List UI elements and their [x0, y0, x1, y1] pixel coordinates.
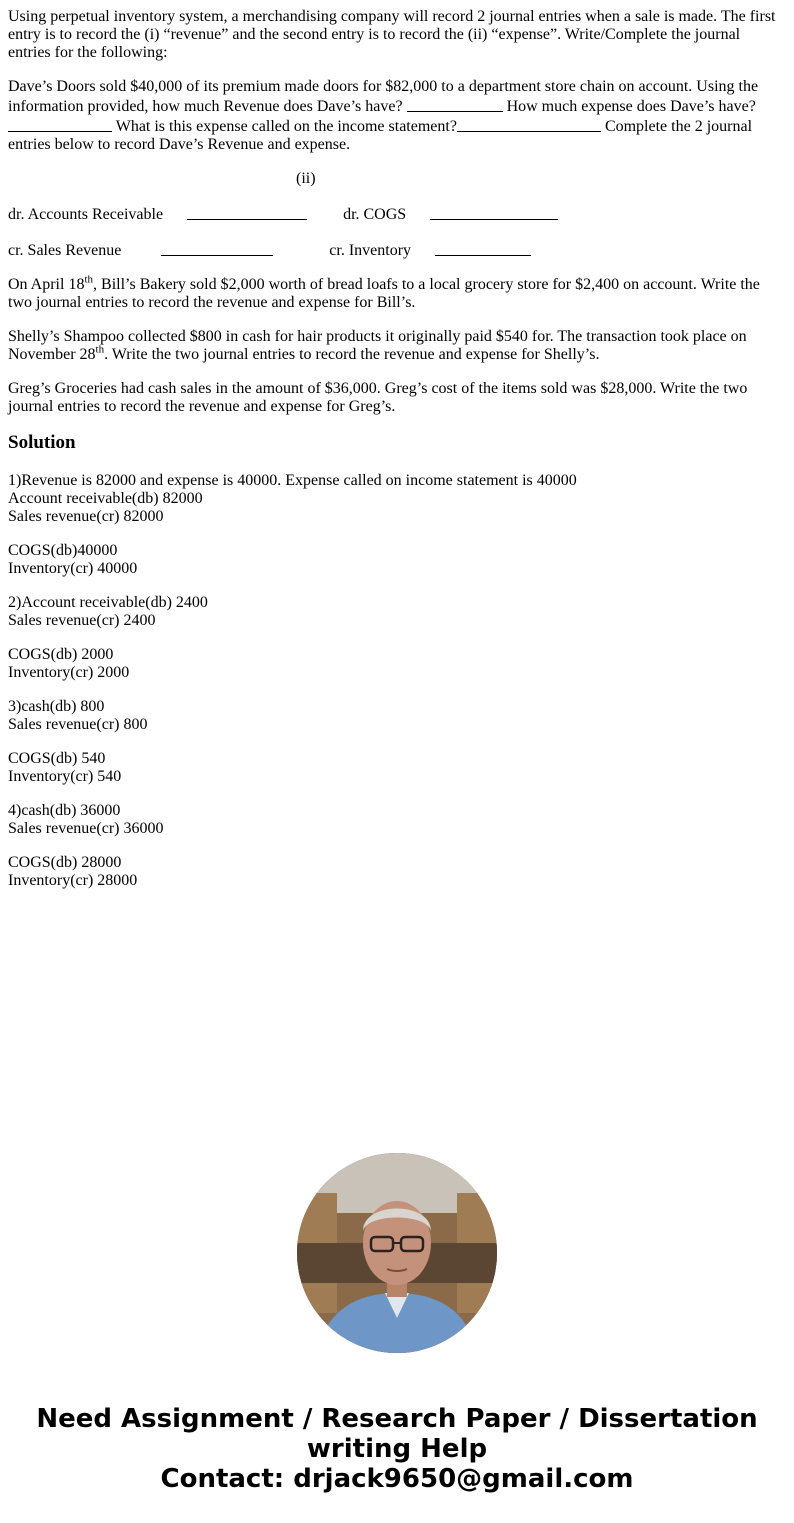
- revenue-blank: [407, 97, 503, 112]
- bill-question: [8, 273, 786, 312]
- solution-block: [8, 472, 786, 526]
- journal-credit-row: [8, 240, 786, 260]
- solution-block: [8, 542, 786, 578]
- cr-inventory-blank: [435, 241, 531, 256]
- solution-line: COGS(db)40000: [8, 542, 118, 559]
- solution-line: 2)Account receivable(db) 2400: [8, 594, 208, 611]
- promo-line-2: Contact: drjack9650@gmail.com: [160, 1464, 634, 1494]
- solution-body: [8, 472, 786, 890]
- expense-name-blank: [457, 117, 601, 132]
- journal-debit-row: [8, 204, 786, 224]
- expense-blank: [8, 117, 112, 132]
- solution-line: COGS(db) 28000: [8, 854, 122, 871]
- bill-sup: th: [84, 273, 94, 286]
- dr-accounts-receivable: dr. Accounts Receivable: [8, 206, 164, 223]
- dr-cogs: dr. COGS: [343, 206, 407, 223]
- promo-line-1: Need Assignment / Research Paper / Dissertation writing Help: [36, 1404, 758, 1464]
- dave-question: [8, 78, 786, 154]
- shelly-sup: th: [95, 343, 105, 356]
- bill-text-2: , Bill’s Bakery sold $2,000 worth of bread loafs to a local grocery store for $2,400 on account. Write the two journal entries to record the revenue and expense for Bill’s.: [8, 276, 760, 311]
- solution-line: COGS(db) 540: [8, 750, 106, 767]
- promo-banner: [0, 1404, 794, 1494]
- solution-line: Sales revenue(cr) 36000: [8, 820, 164, 837]
- solution-line: Inventory(cr) 2000: [8, 664, 130, 681]
- solution-line: 1)Revenue is 82000 and expense is 40000. Expense called on income statement is 40000: [8, 472, 577, 489]
- author-portrait-icon: [297, 1153, 497, 1353]
- solution-line: 3)cash(db) 800: [8, 698, 105, 715]
- solution-line: Sales revenue(cr) 2400: [8, 612, 156, 629]
- greg-question: Greg’s Groceries had cash sales in the amount of $36,000. Greg’s cost of the items sold was $28,000. Write the two journal entries to record the revenue and expense for Greg’s.: [8, 380, 748, 415]
- solution-block: [8, 854, 786, 890]
- dr-cogs-blank: [430, 205, 558, 220]
- shelly-question: [8, 328, 786, 364]
- solution-line: Sales revenue(cr) 800: [8, 716, 148, 733]
- dave-text-3: What is this expense called on the income statement?: [112, 118, 457, 135]
- bill-text-1: On April 18: [8, 276, 85, 293]
- solution-line: Inventory(cr) 40000: [8, 560, 138, 577]
- solution-heading: Solution: [8, 432, 76, 453]
- shelly-text-2: . Write the two journal entries to record the revenue and expense for Shelly’s.: [104, 346, 600, 363]
- solution-line: COGS(db) 2000: [8, 646, 114, 663]
- dr-ar-blank: [187, 205, 307, 220]
- solution-line: Inventory(cr) 540: [8, 768, 122, 785]
- solution-line: 4)cash(db) 36000: [8, 802, 121, 819]
- solution-line: Account receivable(db) 82000: [8, 490, 203, 507]
- solution-line: Inventory(cr) 28000: [8, 872, 138, 889]
- intro-paragraph: Using perpetual inventory system, a merchandising company will record 2 journal entries when a sale is made. The first entry is to record the (i) “revenue” and the second entry is to record the (ii) “expense”. Write/Complete the journal entries for the following:: [8, 8, 776, 61]
- cr-sales-blank: [161, 241, 273, 256]
- ii-label: (ii): [296, 170, 316, 187]
- cr-inventory: cr. Inventory: [329, 242, 412, 259]
- dave-text-2: How much expense does Dave’s have?: [502, 98, 756, 115]
- solution-block: [8, 802, 786, 838]
- solution-line: Sales revenue(cr) 82000: [8, 508, 164, 525]
- document-body: [8, 8, 786, 906]
- solution-block: [8, 646, 786, 682]
- dave-text-1: Dave’s Doors sold $40,000 of its premium made doors for $82,000 to a department store chain on account. Using the information provided, how much Revenue does Dave’s have?: [8, 78, 759, 115]
- solution-block: [8, 594, 786, 630]
- author-avatar: [297, 1153, 497, 1353]
- cr-sales-revenue: cr. Sales Revenue: [8, 242, 122, 259]
- solution-block: [8, 698, 786, 734]
- dave-text-4: Complete the 2 journal entries below to record Dave’s Revenue and expense.: [8, 118, 753, 153]
- shelly-text-1: Shelly’s Shampoo collected $800 in cash for hair products it originally paid $540 for. The transaction took place on November 28: [8, 328, 747, 363]
- solution-block: [8, 750, 786, 786]
